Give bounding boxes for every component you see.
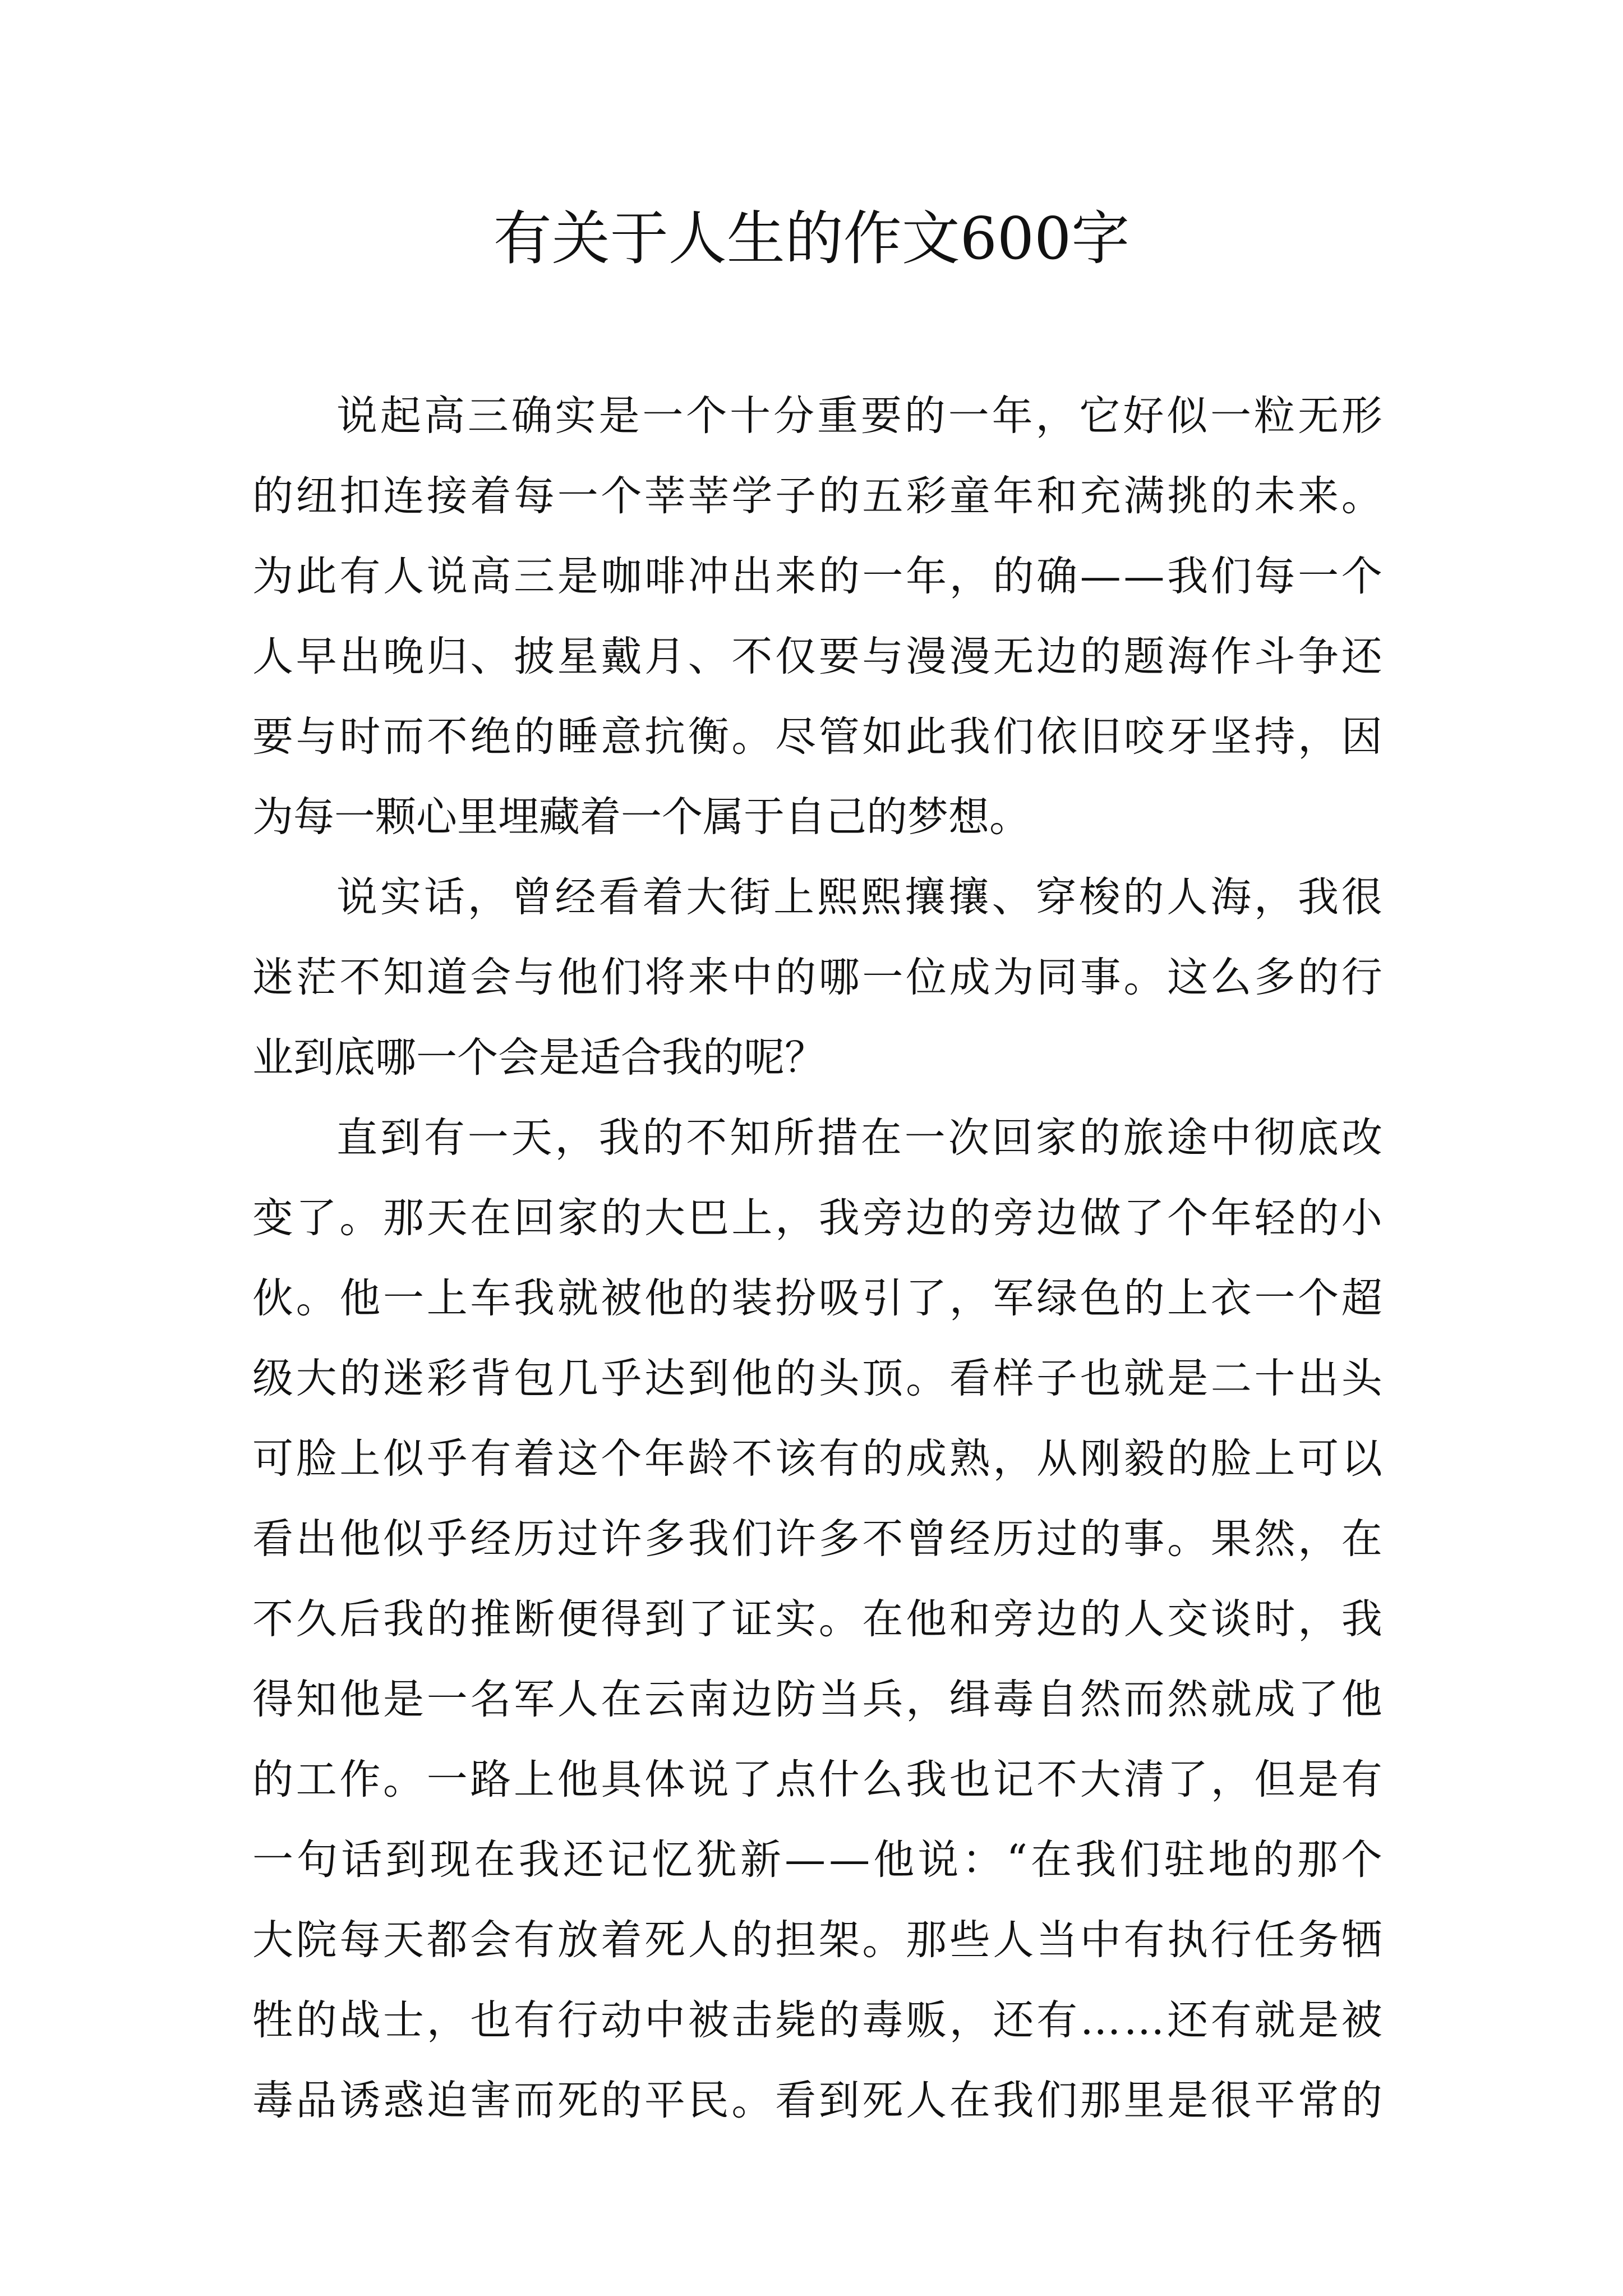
text-line: 不 久 后 我 的 推 断 便 得 到 了 证 实 。 在 他 和 旁 边 的 人 交 谈 时 ， 我	[252, 1595, 1382, 1643]
page-title: 有关于人生的作文600字	[493, 204, 1130, 273]
text-line: 的 工 作 。 一 路 上 他 具 体 说 了 点 什 么 我 也 记 不 大 清 了 ， 但 是 有	[252, 1756, 1382, 1803]
text-line: 变 了 。 那 天 在 回 家 的 大 巴 上 ， 我 旁 边 的 旁 边 做 了 个 年 轻 的 小	[252, 1194, 1382, 1242]
text-line: 得 知 他 是 一 名 军 人 在 云 南 边 防 当 兵 ， 缉 毒 自 然 而 然 就 成 了 他	[252, 1676, 1382, 1723]
text-line: 大 院 每 天 都 会 有 放 着 死 人 的 担 架 。 那 些 人 当 中 有 执 行 任 务 牺	[252, 1916, 1382, 1964]
text-line: 业到底哪一个会是适合我的呢？	[252, 1034, 826, 1082]
text-line: 一 句 话 到 现 在 我 还 记 忆 犹 新 — — 他 说 ： “ 在 我 们 驻 地 的 那 个	[252, 1836, 1382, 1884]
text-line: 迷 茫 不 知 道 会 与 他 们 将 来 中 的 哪 一 位 成 为 同 事 。 这 么 多 的 行	[252, 954, 1382, 1001]
essay-body	[252, 376, 1382, 2141]
text-line: 人 早 出 晚 归 、 披 星 戴 月 、 不 仅 要 与 漫 漫 无 边 的 题 海 作 斗 争 还	[252, 633, 1382, 680]
text-line: 牲 的 战 士 ， 也 有 行 动 中 被 击 毙 的 毒 贩 ， 还 有 … … 还 有 就 是 被	[252, 1996, 1382, 2044]
text-line: 为每一颗心里埋藏着一个属于自己的梦想。	[252, 793, 1030, 841]
text-line: 直 到 有 一 天 ， 我 的 不 知 所 措 在 一 次 回 家 的 旅 途 中 彻 底 改	[336, 1114, 1382, 1162]
text-line: 说 实 话 ， 曾 经 看 着 大 街 上 熙 熙 攘 攘 、 穿 梭 的 人 海 ， 我 很	[336, 873, 1382, 921]
text-line: 伙 。 他 一 上 车 我 就 被 他 的 装 扮 吸 引 了 ， 军 绿 色 的 上 衣 一 个 超	[252, 1274, 1382, 1322]
text-line: 要 与 时 而 不 绝 的 睡 意 抗 衡 。 尽 管 如 此 我 们 依 旧 咬 牙 坚 持 ， 因	[252, 713, 1382, 761]
text-line: 看 出 他 似 乎 经 历 过 许 多 我 们 许 多 不 曾 经 历 过 的 事 。 果 然 ， 在	[252, 1515, 1382, 1563]
text-line: 级 大 的 迷 彩 背 包 几 乎 达 到 他 的 头 顶 。 看 样 子 也 就 是 二 十 出 头	[252, 1355, 1382, 1402]
text-line: 说 起 高 三 确 实 是 一 个 十 分 重 要 的 一 年 ， 它 好 似 一 粒 无 形	[336, 392, 1382, 440]
text-line: 可 脸 上 似 乎 有 着 这 个 年 龄 不 该 有 的 成 熟 ， 从 刚 毅 的 脸 上 可 以	[252, 1435, 1382, 1483]
text-line: 为 此 有 人 说 高 三 是 咖 啡 冲 出 来 的 一 年 ， 的 确 — — 我 们 每 一 个	[252, 553, 1382, 600]
text-line: 的 纽 扣 连 接 着 每 一 个 莘 莘 学 子 的 五 彩 童 年 和 充 满 挑 的 未 来 。	[252, 472, 1382, 520]
text-line: 毒 品 诱 惑 迫 害 而 死 的 平 民 。 看 到 死 人 在 我 们 那 里 是 很 平 常 的	[252, 2077, 1382, 2124]
